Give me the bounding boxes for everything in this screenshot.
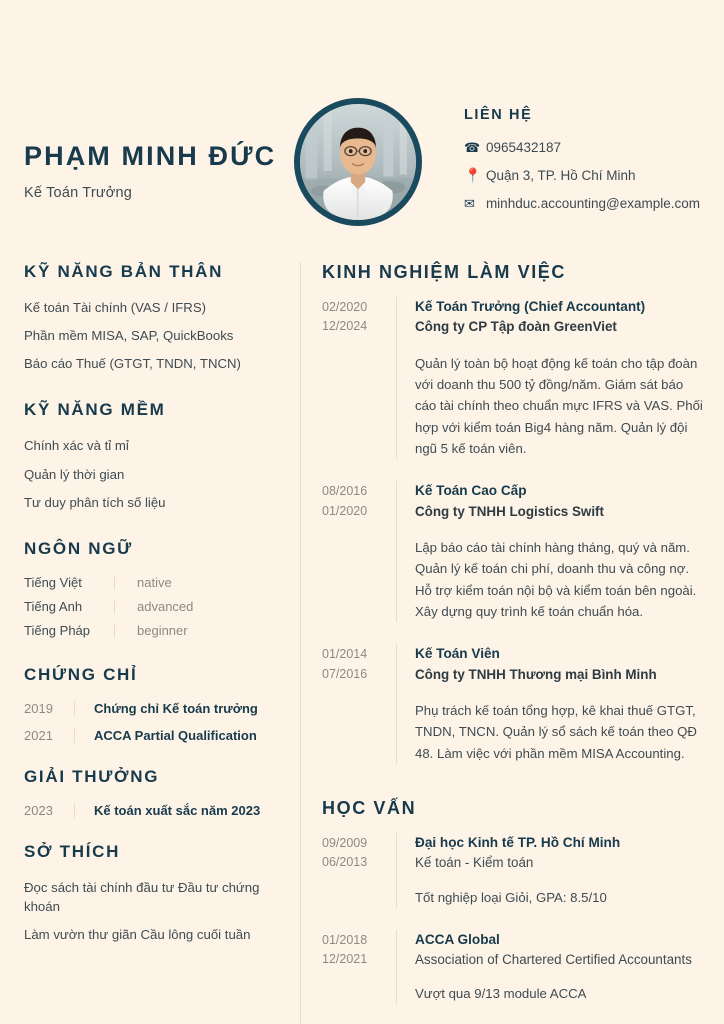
- contact-email-row: [464, 196, 700, 211]
- education-entry: [322, 833, 706, 908]
- experience-entry: [322, 644, 706, 764]
- list-item: Quản lý thời gian: [24, 466, 125, 482]
- contact-phone-row: [464, 140, 700, 155]
- entry-school: ACCA Global: [415, 931, 500, 947]
- entry-description: Lập báo cáo tài chính hàng tháng, quý và năm. Quản lý kế toán chi phí, doanh thu và công nợ. Hỗ trợ kiểm toán nội bộ và kiểm toán bên ngoài. Xây dựng quy trình kế toán chuẩn hóa.: [415, 539, 697, 619]
- entry-start-date: 01/2014: [322, 647, 368, 662]
- entry-end-date: 01/2020: [322, 503, 368, 518]
- row-divider: [114, 575, 115, 590]
- envelope-icon: ✉: [463, 195, 475, 211]
- entry-organization: Công ty CP Tập đoàn GreenViet: [415, 319, 617, 335]
- certificate-label: ACCA Partial Qualification: [94, 727, 257, 743]
- entry-end-date: 06/2013: [322, 855, 368, 870]
- entry-divider: [396, 930, 397, 1005]
- row-divider: [114, 599, 115, 614]
- header-identity: [24, 123, 284, 201]
- language-name: Tiếng Anh: [24, 598, 83, 614]
- section-languages: [24, 539, 276, 638]
- list-item: [24, 803, 276, 818]
- list-item: Đọc sách tài chính đầu tư Đầu tư chứng khoán: [24, 879, 260, 914]
- section-heading-soft-skills: KỸ NĂNG MỀM: [24, 400, 166, 420]
- list-item: Chính xác và tỉ mỉ: [24, 438, 129, 454]
- contact-block: [464, 101, 700, 224]
- entry-dates: [322, 930, 396, 1005]
- education-entry: [322, 930, 706, 1005]
- entry-start-date: 01/2018: [322, 932, 368, 947]
- contact-location-value: Quận 3, TP. Hồ Chí Minh: [485, 167, 636, 183]
- section-hard-skills: [24, 262, 276, 373]
- list-item: [24, 701, 276, 716]
- row-divider: [74, 803, 75, 818]
- award-label: Kế toán xuất sắc năm 2023: [94, 802, 261, 818]
- entry-description: Phụ trách kế toán tổng hợp, kê khai thuế GTGT, TNDN, TNCN. Quản lý sổ sách kế toán theo QĐ 48. Làm việc với phần mềm MISA Accounting.: [415, 702, 697, 761]
- entry-dates: [322, 481, 396, 622]
- resume-header: [0, 0, 724, 262]
- section-awards: [24, 767, 276, 818]
- entry-end-date: 07/2016: [322, 666, 368, 681]
- sidebar: [0, 262, 300, 1024]
- language-name: Tiếng Pháp: [24, 622, 91, 638]
- section-certificates: [24, 665, 276, 743]
- entry-body: [415, 833, 706, 908]
- section-heading-languages: NGÔN NGỮ: [24, 538, 133, 558]
- job-title: Kế Toán Trưởng: [24, 185, 133, 202]
- list-item: Báo cáo Thuế (GTGT, TNDN, TNCN): [24, 356, 241, 372]
- contact-location-row: [464, 168, 700, 183]
- page-title: PHẠM MINH ĐỨC: [24, 140, 277, 171]
- contact-phone-value: 0965432187: [485, 139, 562, 155]
- entry-divider: [396, 644, 397, 764]
- entry-major: Kế toán - Kiểm toán: [415, 855, 534, 871]
- certificate-year: 2021: [24, 727, 53, 743]
- portrait-photo: [300, 104, 416, 220]
- entry-organization: Công ty TNHH Logistics Swift: [415, 503, 604, 519]
- spacer: [322, 786, 706, 798]
- entry-start-date: 09/2009: [322, 836, 368, 850]
- award-year: 2023: [24, 802, 53, 818]
- row-divider: [74, 701, 75, 716]
- entry-note: Vượt qua 9/13 module ACCA: [415, 986, 587, 1002]
- entry-start-date: 08/2016: [322, 484, 368, 499]
- entry-major: Association of Chartered Certified Accountants: [415, 952, 692, 968]
- list-item: Làm vườn thư giãn Cầu lông cuối tuần: [24, 927, 251, 943]
- list-item: [24, 575, 276, 590]
- section-heading-hard-skills: KỸ NĂNG BẢN THÂN: [24, 262, 224, 281]
- entry-dates: [322, 644, 396, 764]
- section-soft-skills: [24, 400, 276, 511]
- row-divider: [114, 623, 115, 638]
- section-heading-experience: KINH NGHIỆM LÀM VIỆC: [322, 262, 567, 282]
- entry-organization: Công ty TNHH Thương mại Bình Minh: [415, 666, 657, 682]
- contact-email-value: minhduc.accounting@example.com: [485, 195, 700, 211]
- entry-body: [415, 644, 706, 764]
- entry-divider: [396, 833, 397, 908]
- phone-icon: ☎: [463, 139, 481, 155]
- language-level: beginner: [137, 622, 188, 638]
- language-level: advanced: [137, 598, 194, 614]
- row-divider: [74, 728, 75, 743]
- section-heading-awards: GIẢI THƯỞNG: [24, 766, 160, 786]
- entry-end-date: 12/2024: [322, 319, 368, 334]
- contact-heading: LIÊN HỆ: [463, 106, 533, 123]
- entry-start-date: 02/2020: [322, 300, 368, 314]
- entry-divider: [396, 297, 397, 459]
- avatar: [294, 98, 422, 226]
- entry-note: Tốt nghiệp loại Giỏi, GPA: 8.5/10: [415, 889, 607, 905]
- experience-entry: [322, 481, 706, 622]
- column-divider: [300, 262, 301, 1024]
- section-hobbies: [24, 842, 276, 944]
- entry-role: Kế Toán Cao Cấp: [415, 483, 527, 499]
- list-item: [24, 599, 276, 614]
- entry-description: Quản lý toàn bộ hoạt động kế toán cho tập đoàn với doanh thu 500 tỷ đồng/năm. Giám sát báo cáo tài chính theo chuẩn mực IFRS và VAS. Phối hợp với kiểm toán Big4 hàng năm. Quản lý đội ngũ 5 kế toán viên.: [415, 355, 703, 456]
- list-item: Phần mềm MISA, SAP, QuickBooks: [24, 328, 234, 344]
- certificate-label: Chứng chỉ Kế toán trưởng: [94, 700, 258, 716]
- certificate-year: 2019: [24, 700, 53, 716]
- resume-body: [0, 262, 724, 1024]
- entry-body: [415, 297, 706, 459]
- entry-role: Kế Toán Viên: [415, 646, 500, 662]
- location-pin-icon: 📍: [463, 167, 482, 183]
- entry-role: Kế Toán Trưởng (Chief Accountant): [415, 299, 646, 314]
- entry-dates: [322, 833, 396, 908]
- list-item: Kế toán Tài chính (VAS / IFRS): [24, 300, 207, 315]
- list-item: Tư duy phân tích số liệu: [24, 494, 166, 510]
- section-heading-education: HỌC VẤN: [322, 798, 417, 818]
- entry-dates: [322, 297, 396, 459]
- language-level: native: [137, 574, 172, 590]
- list-item: [24, 623, 276, 638]
- experience-entry: [322, 297, 706, 459]
- entry-body: [415, 481, 706, 622]
- entry-school: Đại học Kinh tế TP. Hồ Chí Minh: [415, 835, 621, 850]
- entry-body: [415, 930, 706, 1005]
- main-content: [300, 262, 724, 1024]
- entry-end-date: 12/2021: [322, 952, 368, 967]
- list-item: [24, 728, 276, 743]
- language-name: Tiếng Việt: [24, 574, 82, 590]
- section-heading-certificates: CHỨNG CHỈ: [24, 664, 138, 684]
- section-heading-hobbies: SỞ THÍCH: [24, 841, 121, 861]
- entry-divider: [396, 481, 397, 622]
